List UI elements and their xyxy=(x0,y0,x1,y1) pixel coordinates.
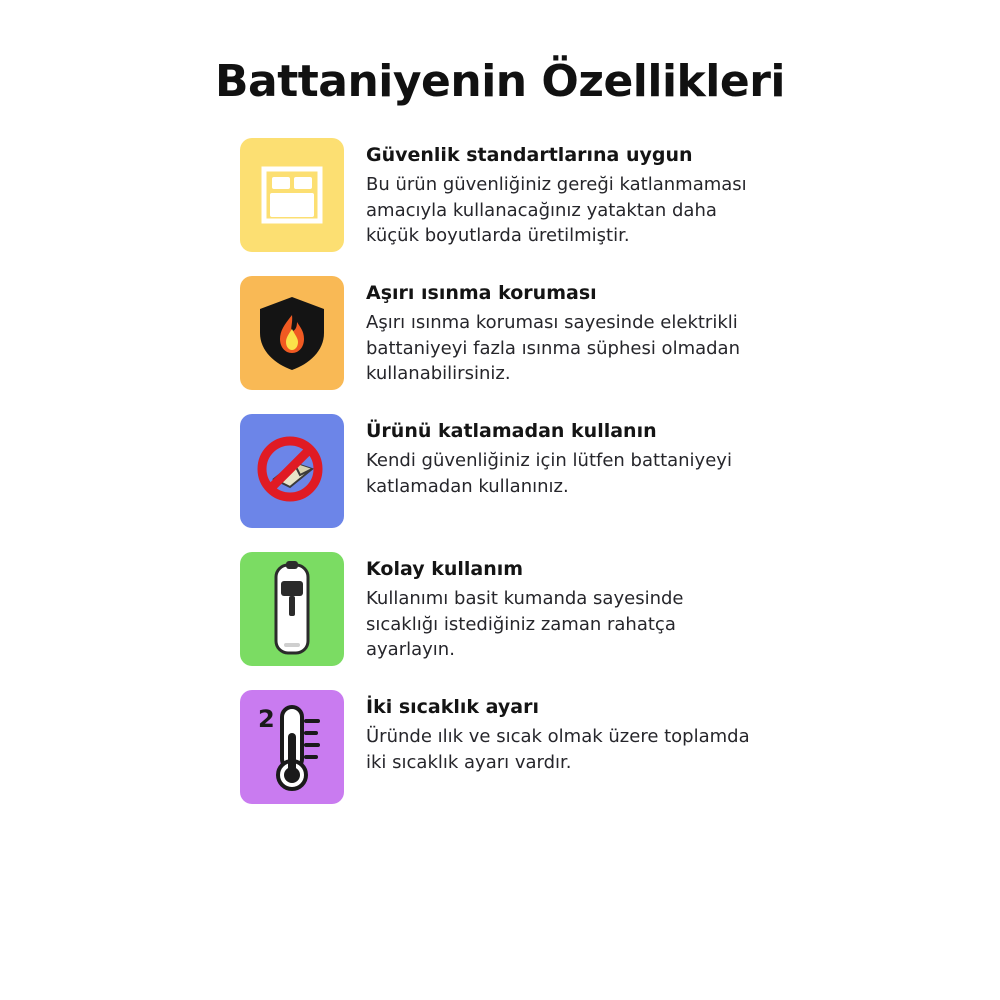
feature-title: Kolay kullanım xyxy=(366,558,524,581)
thermometer-two-icon xyxy=(246,699,338,795)
feature-description: Kullanımı basit kumanda sayesinde sıcaklığı istediğiniz zaman rahatça ayarlayın. xyxy=(366,588,684,661)
page-title: Battaniyenin Özellikleri xyxy=(214,56,786,107)
shield-flame-icon xyxy=(254,293,330,373)
feature-description: Üründe ılık ve sıcak olmak üzere toplamda iki sıcaklık ayarı vardır. xyxy=(366,726,750,773)
feature-title: Aşırı ısınma koruması xyxy=(366,282,597,305)
thermometer-number-label: 2 xyxy=(258,705,275,734)
feature-description: Bu ürün güvenliğiniz gereği katlanmaması amacıyla kullanacağınız yataktan daha küçük boyutlarda üretilmiştir. xyxy=(366,174,747,247)
feature-title: Ürünü katlamadan kullanın xyxy=(366,420,657,443)
icon-tile-bed xyxy=(240,138,344,252)
feature-description: Aşırı ısınma koruması sayesinde elektrikli battaniyeyi fazla ısınma süphesi olmadan kullanabilirsiniz. xyxy=(366,312,740,385)
feature-title: İki sıcaklık ayarı xyxy=(366,696,539,719)
feature-list xyxy=(240,138,760,804)
feature-text-safety-standards xyxy=(366,138,760,248)
icon-tile-shield-flame xyxy=(240,276,344,390)
feature-item-overheat-protection xyxy=(240,276,760,390)
feature-title: Güvenlik standartlarına uygun xyxy=(366,144,693,167)
feature-item-safety-standards xyxy=(240,138,760,252)
no-folding-icon xyxy=(250,429,334,513)
feature-item-two-heat-settings xyxy=(240,690,760,804)
feature-text-two-heat-settings xyxy=(366,690,760,775)
feature-item-no-folding xyxy=(240,414,760,528)
bed-icon xyxy=(256,159,328,231)
remote-control-icon xyxy=(262,561,322,657)
icon-tile-thermometer xyxy=(240,690,344,804)
icon-tile-no-folding xyxy=(240,414,344,528)
feature-item-easy-use xyxy=(240,552,760,666)
feature-text-easy-use xyxy=(366,552,760,662)
icon-tile-remote-control xyxy=(240,552,344,666)
feature-text-no-folding xyxy=(366,414,760,499)
feature-text-overheat-protection xyxy=(366,276,760,386)
feature-description: Kendi güvenliğiniz için lütfen battaniyeyi katlamadan kullanınız. xyxy=(366,450,732,497)
